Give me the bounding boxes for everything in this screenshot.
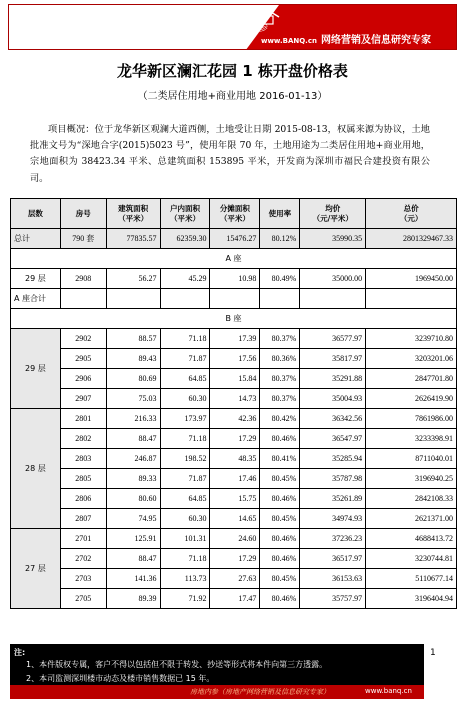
cell: 10.98 (210, 269, 260, 289)
cell: 34974.93 (300, 509, 366, 529)
cell: 35817.97 (300, 349, 366, 369)
cell: 141.36 (106, 569, 160, 589)
cell: 80.37% (260, 369, 300, 389)
cell: 62359.30 (160, 229, 210, 249)
cell: 15.75 (210, 489, 260, 509)
cell: 64.85 (160, 489, 210, 509)
cell: 71.18 (160, 429, 210, 449)
cell: 3196940.25 (366, 469, 457, 489)
cell: 113.73 (160, 569, 210, 589)
cell: 2803 (60, 449, 106, 469)
section-b-label: B 座 (11, 309, 457, 329)
cell: 3196404.94 (366, 589, 457, 609)
table-row (11, 449, 457, 469)
cell: 5110677.14 (366, 569, 457, 589)
cell: 80.45% (260, 469, 300, 489)
cell: 75.03 (106, 389, 160, 409)
cell: 88.47 (106, 429, 160, 449)
cell (210, 289, 260, 309)
cell: 3230744.81 (366, 549, 457, 569)
col-header-indoor-area: 户内面积 （平米） (160, 199, 210, 229)
cell: 80.36% (260, 349, 300, 369)
cell: 42.36 (210, 409, 260, 429)
cell: 64.85 (160, 369, 210, 389)
table-row (11, 549, 457, 569)
cell: 3203201.06 (366, 349, 457, 369)
section-a-row (11, 249, 457, 269)
cell: 35787.98 (300, 469, 366, 489)
floor-cell: 28 层 (11, 409, 61, 529)
cell (160, 289, 210, 309)
cell: 80.46% (260, 489, 300, 509)
section-b-row (11, 309, 457, 329)
cell: 173.97 (160, 409, 210, 429)
cell: 17.29 (210, 429, 260, 449)
cell: 2802 (60, 429, 106, 449)
cell: 2902 (60, 329, 106, 349)
cell: 80.46% (260, 549, 300, 569)
cell: 60.30 (160, 389, 210, 409)
cell: 14.65 (210, 509, 260, 529)
cell: 80.45% (260, 569, 300, 589)
col-header-building-area: 建筑面积 （平米） (106, 199, 160, 229)
cell: 80.45% (260, 509, 300, 529)
cell: 35285.94 (300, 449, 366, 469)
cell (106, 289, 160, 309)
cell: 2906 (60, 369, 106, 389)
table-row (11, 329, 457, 349)
cell: 88.57 (106, 329, 160, 349)
cell: 15.84 (210, 369, 260, 389)
cell: 89.43 (106, 349, 160, 369)
cell: 80.37% (260, 389, 300, 409)
col-header-total-price: 总价 （元） (366, 199, 457, 229)
cell: 74.95 (106, 509, 160, 529)
table-row (11, 349, 457, 369)
cell: 216.33 (106, 409, 160, 429)
cell (366, 289, 457, 309)
price-table (10, 198, 457, 609)
table-row (11, 429, 457, 449)
table-row (11, 389, 457, 409)
cell: 80.37% (260, 329, 300, 349)
cell: 15476.27 (210, 229, 260, 249)
cell: 80.41% (260, 449, 300, 469)
cell: 2907 (60, 389, 106, 409)
cell (260, 289, 300, 309)
cell: 790 套 (60, 229, 106, 249)
cell: 2626419.90 (366, 389, 457, 409)
cell: 60.30 (160, 509, 210, 529)
cell: 80.46% (260, 529, 300, 549)
cell: 2842108.33 (366, 489, 457, 509)
total-row (11, 229, 457, 249)
note-1: 1、本件版权专属，客户不得以包括但不限于转发、抄送等形式将本件向第三方透露。 (26, 660, 328, 669)
cell: 36517.97 (300, 549, 366, 569)
cell: 45.29 (160, 269, 210, 289)
cell: 80.69 (106, 369, 160, 389)
cell: 2701 (60, 529, 106, 549)
logo-text: 房地内参 (227, 23, 267, 34)
cell: 35004.93 (300, 389, 366, 409)
cell: 总计 (11, 229, 61, 249)
col-header-floor: 层数 (11, 199, 61, 229)
table-row (11, 409, 457, 429)
footer-brand: 房地内参（房地产网络营销及信息研究专家） (190, 688, 330, 696)
cell: 80.60 (106, 489, 160, 509)
table-row (11, 569, 457, 589)
cell: 17.46 (210, 469, 260, 489)
cell: 35000.00 (300, 269, 366, 289)
cell: 8711040.01 (366, 449, 457, 469)
cell: 77835.57 (106, 229, 160, 249)
cell: 80.46% (260, 589, 300, 609)
cell: 14.73 (210, 389, 260, 409)
col-header-shared-area: 分摊面积 （平米） (210, 199, 260, 229)
cell: 246.87 (106, 449, 160, 469)
cell: 2621371.00 (366, 509, 457, 529)
cell: 89.33 (106, 469, 160, 489)
cell: 71.87 (160, 469, 210, 489)
cell: 3233398.91 (366, 429, 457, 449)
page-title: 龙华新区澜汇花园 1 栋开盘价格表 (117, 62, 348, 80)
footer-url[interactable]: www.banq.cn (365, 687, 412, 695)
cell: 37236.23 (300, 529, 366, 549)
cell: 71.92 (160, 589, 210, 609)
cell: 56.27 (106, 269, 160, 289)
cell: 1969450.00 (366, 269, 457, 289)
cell: 2905 (60, 349, 106, 369)
cell: 71.18 (160, 549, 210, 569)
note-label: 注: (14, 648, 26, 657)
cell: 35757.97 (300, 589, 366, 609)
cell: 3239710.80 (366, 329, 457, 349)
floor-cell: 27 层 (11, 529, 61, 609)
note-2: 2、本司监测深圳楼市动态及楼市销售数据已 15 年。 (26, 674, 215, 683)
cell: 24.60 (210, 529, 260, 549)
floor-cell: 29 层 (11, 329, 61, 409)
cell: 17.47 (210, 589, 260, 609)
cell: 2805 (60, 469, 106, 489)
header-banner (8, 4, 457, 50)
col-header-avg-price: 均价 （元/平米） (300, 199, 366, 229)
cell: 80.12% (260, 229, 300, 249)
cell: 35990.35 (300, 229, 366, 249)
header-url[interactable]: www.BANQ.cn (261, 37, 317, 45)
footer-notes (10, 644, 424, 699)
a-subtotal-label: A 座合计 (11, 289, 61, 309)
cell: 36342.56 (300, 409, 366, 429)
cell: 71.18 (160, 329, 210, 349)
cell: 2847701.80 (366, 369, 457, 389)
cell: 101.31 (160, 529, 210, 549)
cell: 198.52 (160, 449, 210, 469)
cell: 80.42% (260, 409, 300, 429)
cell: 2703 (60, 569, 106, 589)
cell: 36153.63 (300, 569, 366, 589)
section-a-label: A 座 (11, 249, 457, 269)
cell: 80.46% (260, 429, 300, 449)
project-overview: 项目概况：位于龙华新区观澜大道西侧，土地受让日期 2015-08-13，权属来源为协议，土地批准文号为“深地合字(2015)5023 号”，使用年限 70 年，土地用途为二类居住用地+商业用地，宗地面积为 38423.34 平米、总建筑面积 153895 平米，开发商为深圳市福民合建投资有限公司。 (30, 124, 430, 184)
table-row (11, 489, 457, 509)
table-row (11, 369, 457, 389)
cell: 17.56 (210, 349, 260, 369)
table-row (11, 529, 457, 549)
cell: 89.39 (106, 589, 160, 609)
cell: 71.87 (160, 349, 210, 369)
cell: 2806 (60, 489, 106, 509)
cell: 35261.89 (300, 489, 366, 509)
cell (60, 289, 106, 309)
cell: 88.47 (106, 549, 160, 569)
cell: 2801329467.33 (366, 229, 457, 249)
table-row (11, 589, 457, 609)
cell: 35291.88 (300, 369, 366, 389)
cell: 27.63 (210, 569, 260, 589)
cell: 17.39 (210, 329, 260, 349)
cell: 2705 (60, 589, 106, 609)
cell: 2807 (60, 509, 106, 529)
cell: 4688413.72 (366, 529, 457, 549)
cell: 48.35 (210, 449, 260, 469)
cell: 2801 (60, 409, 106, 429)
table-row (11, 469, 457, 489)
cell: 80.49% (260, 269, 300, 289)
cell (300, 289, 366, 309)
cell: 17.29 (210, 549, 260, 569)
header-slogan: 网络营销及信息研究专家 (321, 35, 431, 46)
cell: 2908 (60, 269, 106, 289)
cell: 36577.97 (300, 329, 366, 349)
cell: 2702 (60, 549, 106, 569)
col-header-usage-rate: 使用率 (260, 199, 300, 229)
page-subtitle: （二类居住用地+商业用地 2016-01-13） (137, 91, 328, 102)
table-row (11, 269, 457, 289)
table-row (11, 509, 457, 529)
cell: 29 层 (11, 269, 61, 289)
page-number: 1 (430, 648, 436, 658)
a-subtotal-row (11, 289, 457, 309)
table-header-row (11, 199, 457, 229)
cell: 7861986.00 (366, 409, 457, 429)
cell: 36547.97 (300, 429, 366, 449)
col-header-room: 房号 (60, 199, 106, 229)
cell: 125.91 (106, 529, 160, 549)
